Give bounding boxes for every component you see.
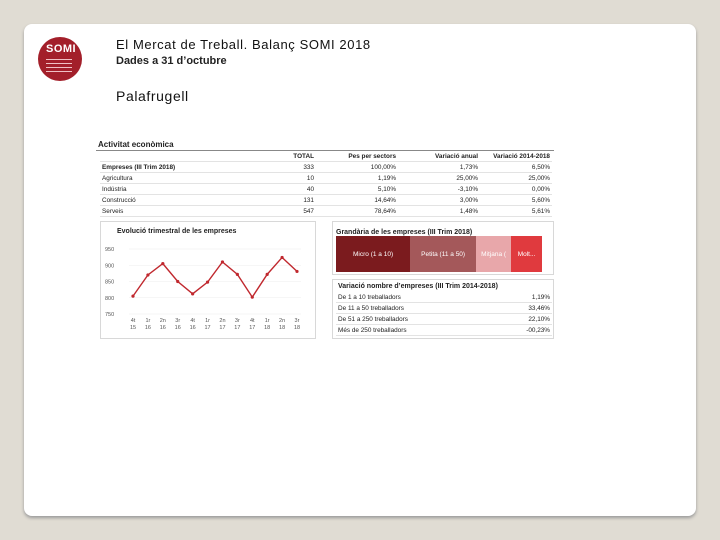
data-point	[280, 256, 283, 259]
x-tick-label: 4t	[190, 318, 195, 324]
data-point	[266, 273, 269, 276]
size-segment-micro	[336, 236, 410, 272]
report-image	[94, 133, 558, 339]
y-tick-label: 750	[105, 312, 115, 318]
y-tick-label: 950	[105, 247, 115, 253]
logo-tagline-lines	[46, 59, 72, 77]
cell: Agricultura	[100, 173, 264, 184]
cell: -00,23%	[493, 325, 552, 336]
cell: 1,19%	[316, 173, 398, 184]
data-point	[161, 262, 164, 265]
cell: Empreses (III Trim 2018)	[100, 162, 264, 173]
cell: 22,10%	[493, 314, 552, 325]
series-line	[133, 257, 297, 297]
x-tick-label: 16	[189, 325, 196, 331]
cell: Serveis	[100, 206, 264, 217]
y-tick-label: 900	[105, 263, 115, 270]
cell: Indústria	[100, 184, 264, 195]
x-tick-label: 17	[204, 325, 211, 331]
table-row	[336, 292, 552, 303]
x-tick-label: 2n	[159, 318, 166, 324]
cell: 40	[264, 184, 316, 195]
town-name: Palafrugell	[116, 88, 189, 104]
page-title: El Mercat de Treball. Balanç SOMI 2018	[116, 37, 371, 52]
size-segment-mitjana	[476, 236, 511, 272]
col-header: Pes per sectors	[316, 151, 398, 162]
econ-header-row	[100, 151, 552, 162]
data-point	[221, 260, 224, 263]
size-segment-petita	[410, 236, 476, 272]
table-row	[100, 195, 552, 206]
x-tick-label: 18	[293, 325, 301, 331]
x-tick-label: 18	[279, 325, 286, 331]
table-row	[100, 173, 552, 184]
cell: 3,00%	[398, 195, 480, 206]
chart-title: Evolució trimestral de les empreses	[117, 228, 237, 235]
x-tick-label: 16	[159, 325, 166, 331]
cell: De 51 a 250 treballadors	[336, 314, 493, 325]
cell: De 11 a 50 treballadors	[336, 303, 493, 314]
data-point	[295, 270, 298, 273]
x-tick-label: 4t	[130, 318, 136, 324]
line-chart	[101, 222, 315, 338]
y-tick-label: 800	[105, 295, 115, 302]
cell: 0,00%	[480, 184, 552, 195]
col-header: Variació 2014-2018	[480, 151, 552, 162]
x-tick-label: 2n	[219, 318, 226, 324]
x-tick-label: 1r	[264, 318, 270, 324]
cell: 547	[264, 206, 316, 217]
variation-table	[336, 292, 552, 336]
cell: 1,48%	[398, 206, 480, 217]
segment-label: Petita (11 a 50)	[421, 250, 466, 258]
table-row	[100, 206, 552, 217]
cell: 5,10%	[316, 184, 398, 195]
table-row	[100, 184, 552, 195]
x-tick-label: 3r	[234, 318, 240, 324]
x-tick-label: 3r	[294, 318, 300, 324]
econ-title: Activitat econòmica	[98, 140, 174, 149]
variation-title: Variació nombre d’empreses (III Trim 2014-2018)	[338, 283, 498, 290]
cell: De 1 a 10 treballadors	[336, 292, 493, 303]
table-row	[336, 303, 552, 314]
cell: 78,64%	[316, 206, 398, 217]
data-point	[131, 295, 134, 298]
cell: 100,00%	[316, 162, 398, 173]
data-point	[191, 292, 194, 295]
cell: 25,00%	[480, 173, 552, 184]
x-tick-label: 16	[174, 325, 181, 331]
page-subtitle: Dades a 31 d’octubre	[116, 55, 227, 67]
cell: 14,64%	[316, 195, 398, 206]
y-tick-label: 850	[105, 279, 115, 286]
chart-panel	[100, 221, 316, 339]
cell: 1,73%	[398, 162, 480, 173]
cell: Construcció	[100, 195, 264, 206]
cell: 131	[264, 195, 316, 206]
data-point	[176, 280, 179, 283]
col-header: TOTAL	[264, 151, 316, 162]
x-tick-label: 17	[219, 325, 226, 331]
table-row	[336, 325, 552, 336]
table-row	[100, 162, 552, 173]
cell: 5,60%	[480, 195, 552, 206]
data-point	[206, 281, 209, 284]
segment-label: Molt...	[517, 250, 536, 258]
table-row	[336, 314, 552, 325]
x-tick-label: 4t	[249, 318, 255, 324]
x-tick-label: 17	[234, 325, 241, 331]
cell: 25,00%	[398, 173, 480, 184]
x-tick-label: 1r	[145, 318, 151, 324]
cell: 5,61%	[480, 206, 552, 217]
segment-label: Mitjana (	[481, 250, 507, 258]
size-title: Grandària de les empreses (III Trim 2018)	[336, 229, 473, 236]
econ-table	[100, 151, 552, 217]
somi-logo	[38, 37, 82, 81]
data-point	[146, 273, 149, 276]
cell: 333	[264, 162, 316, 173]
x-tick-label: 3r	[175, 318, 181, 324]
logo-text: SOMI	[46, 43, 77, 55]
x-tick-label: 1r	[205, 318, 210, 324]
x-tick-label: 2n	[279, 318, 286, 324]
segment-label: Micro (1 a 10)	[353, 250, 394, 258]
cell: 6,50%	[480, 162, 552, 173]
size-bar	[336, 236, 542, 272]
x-tick-label: 17	[249, 325, 256, 331]
data-point	[236, 273, 239, 276]
data-point	[251, 296, 254, 299]
cell: 1,19%	[493, 292, 552, 303]
cell: -3,10%	[398, 184, 480, 195]
x-tick-label: 15	[129, 325, 137, 331]
x-tick-label: 16	[144, 325, 151, 331]
cell: 10	[264, 173, 316, 184]
cell: Més de 250 treballadors	[336, 325, 493, 336]
x-tick-label: 18	[264, 325, 271, 331]
size-segment-gran	[511, 236, 542, 272]
cell: 33,46%	[493, 303, 552, 314]
col-header	[100, 151, 264, 162]
col-header: Variació anual	[398, 151, 480, 162]
